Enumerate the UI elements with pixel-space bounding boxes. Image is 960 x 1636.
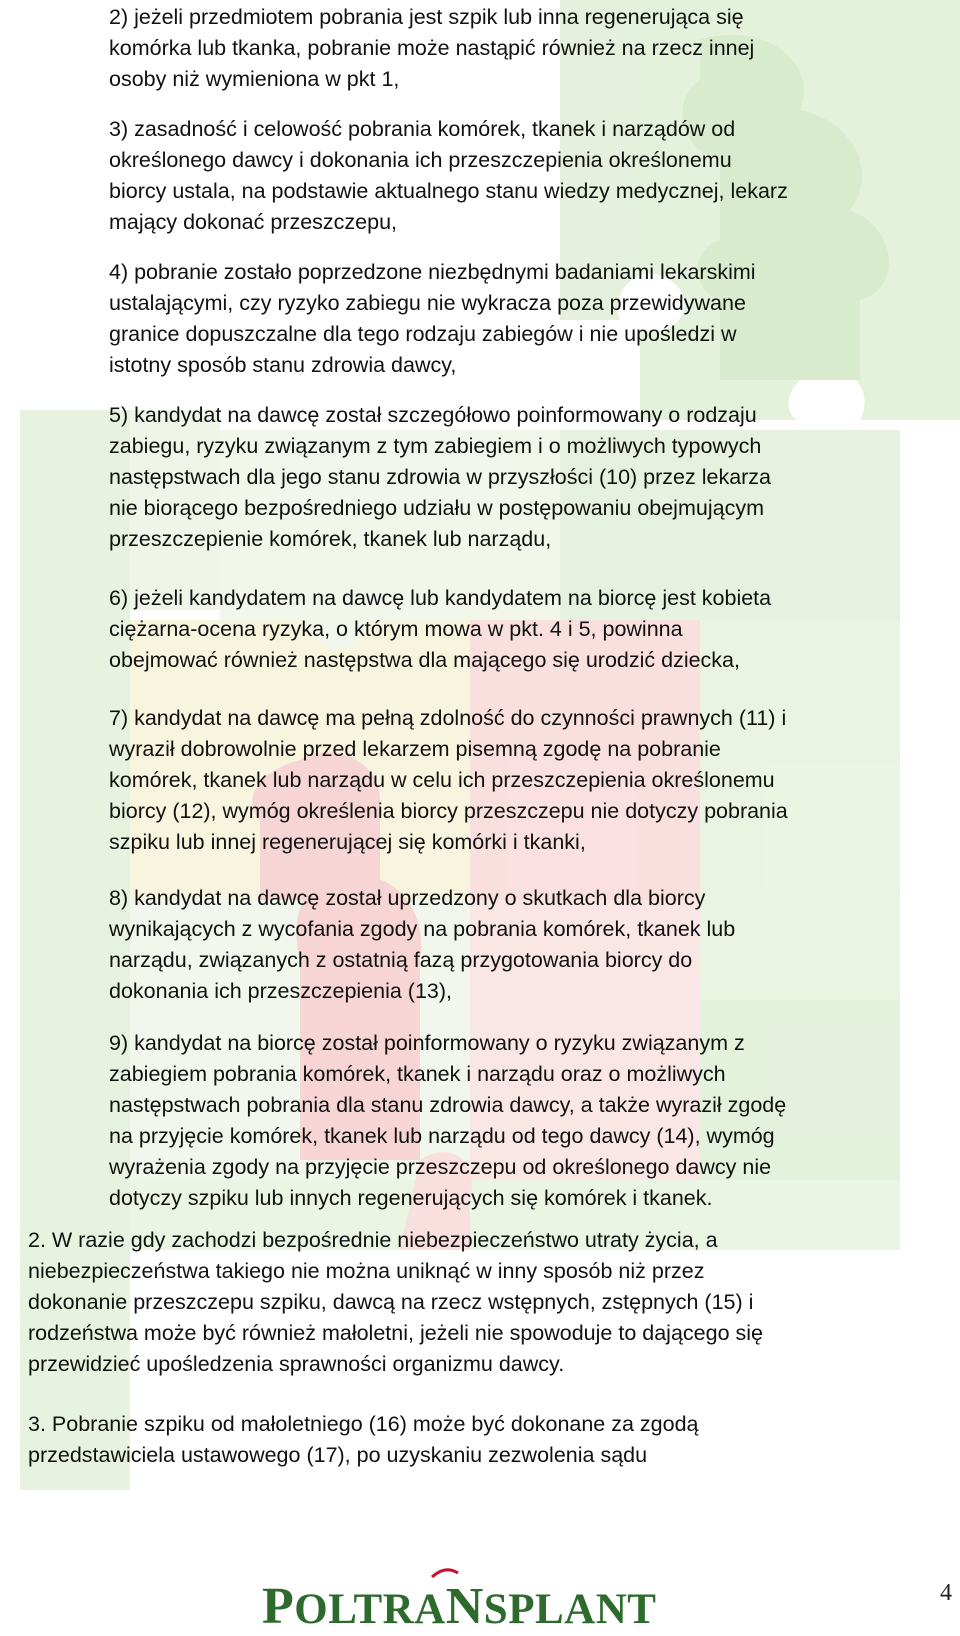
section-2-paragraph: 2. W razie gdy zachodzi bezpośrednie niebezpieczeństwo utraty życia, a niebezpieczeństwa takiego nie można uniknąć w inny sposób niż przez dokonanie przeszczepu szpiku, dawcą na rzecz wstępnych, zstępnych (15) i rodzeństwa może być również małoletni, jeżeli nie spowoduje to dającego się przewidzieć upośledzenia sprawności organizmu dawcy. [28,1228,763,1376]
list-item-2: 2) jeżeli przedmiotem pobrania jest szpik lub inna regenerująca się komórka lub tkanka, pobranie może nastąpić również na rzecz innej osoby niż wymieniona w pkt 1, [109,5,755,91]
list-item-6: 6) jeżeli kandydatem na dawcę lub kandydatem na biorcę jest kobieta ciężarna-ocena ryzyka, o którym mowa w pkt. 4 i 5, powinna obejmować również następstwa dla mającego się urodzić dziecka, [109,586,772,672]
logo-text-part-2: SPLANT [483,1586,657,1633]
logo-accent-icon [430,1567,460,1579]
poltransplant-logo [262,1577,656,1636]
list-item-4: 4) pobranie zostało poprzedzone niezbędnymi badaniami lekarskimi ustalającymi, czy ryzyko zabiegu nie wykracza poza przewidywane granice dopuszczalne dla tego rodzaju zabiegów i nie upośledzi w istotny sposób stanu zdrowia dawcy, [109,260,756,377]
list-item-7: 7) kandydat na dawcę ma pełną zdolność do czynności prawnych (11) i wyraził dobrowolnie przed lekarzem pisemną zgodę na pobranie komórek, tkanek lub narządu w celu ich przeszczepienia określonemu biorcy (12), wymóg określenia biorcy przeszczepu nie dotyczy pobrania szpiku lub innej regenerującej się komórki i tkanki, [109,706,788,854]
list-item-3: 3) zasadność i celowość pobrania komórek, tkanek i narządów od określonego dawcy i dokonania ich przeszczepienia określonemu biorcy ustala, na podstawie aktualnego stanu wiedzy medycznej, lekarz mający dokonać przeszczepu, [109,117,788,234]
logo-letter-n: N [445,1578,484,1635]
list-item-8: 8) kandydat na dawcę został uprzedzony o skutkach dla biorcy wynikających z wycofania zgody na pobrania komórek, tkanek lub narządu, związanych z ostatnią fazą przygotowania biorcy do dokonania ich przeszczepienia (13), [109,886,736,1003]
section-3-paragraph: 3. Pobranie szpiku od małoletniego (16) może być dokonane za zgodą przedstawiciela ustawowego (17), po uzyskaniu zezwolenia sądu [28,1412,699,1467]
logo-letter-p: P [262,1578,295,1635]
page-number: 4 [940,1580,952,1606]
list-item-5: 5) kandydat na dawcę został szczegółowo poinformowany o rodzaju zabiegu, ryzyku związanym z tym zabiegiem i o możliwych typowych następstwach dla jego stanu zdrowia w przyszłości (10) przez lekarza nie biorącego bezpośredniego udziału w postępowaniu obejmującym przeszczepienie komórek, tkanek lub narządu, [109,403,772,551]
list-item-9: 9) kandydat na biorcę został poinformowany o ryzyku związanym z zabiegiem pobrania komórek, tkanek i narządu oraz o możliwych następstwach pobrania dla stanu zdrowia dawcy, a także wyraził zgodę na przyjęcie komórek, tkanek lub narządu od tego dawcy (14), wymóg wyrażenia zgody na przyjęcie przeszczepu od określonego dawcy nie dotyczy szpiku lub innych regenerujących się komórek i tkanek. [109,1031,787,1210]
logo-text-part-1: OLTRA [294,1586,446,1633]
